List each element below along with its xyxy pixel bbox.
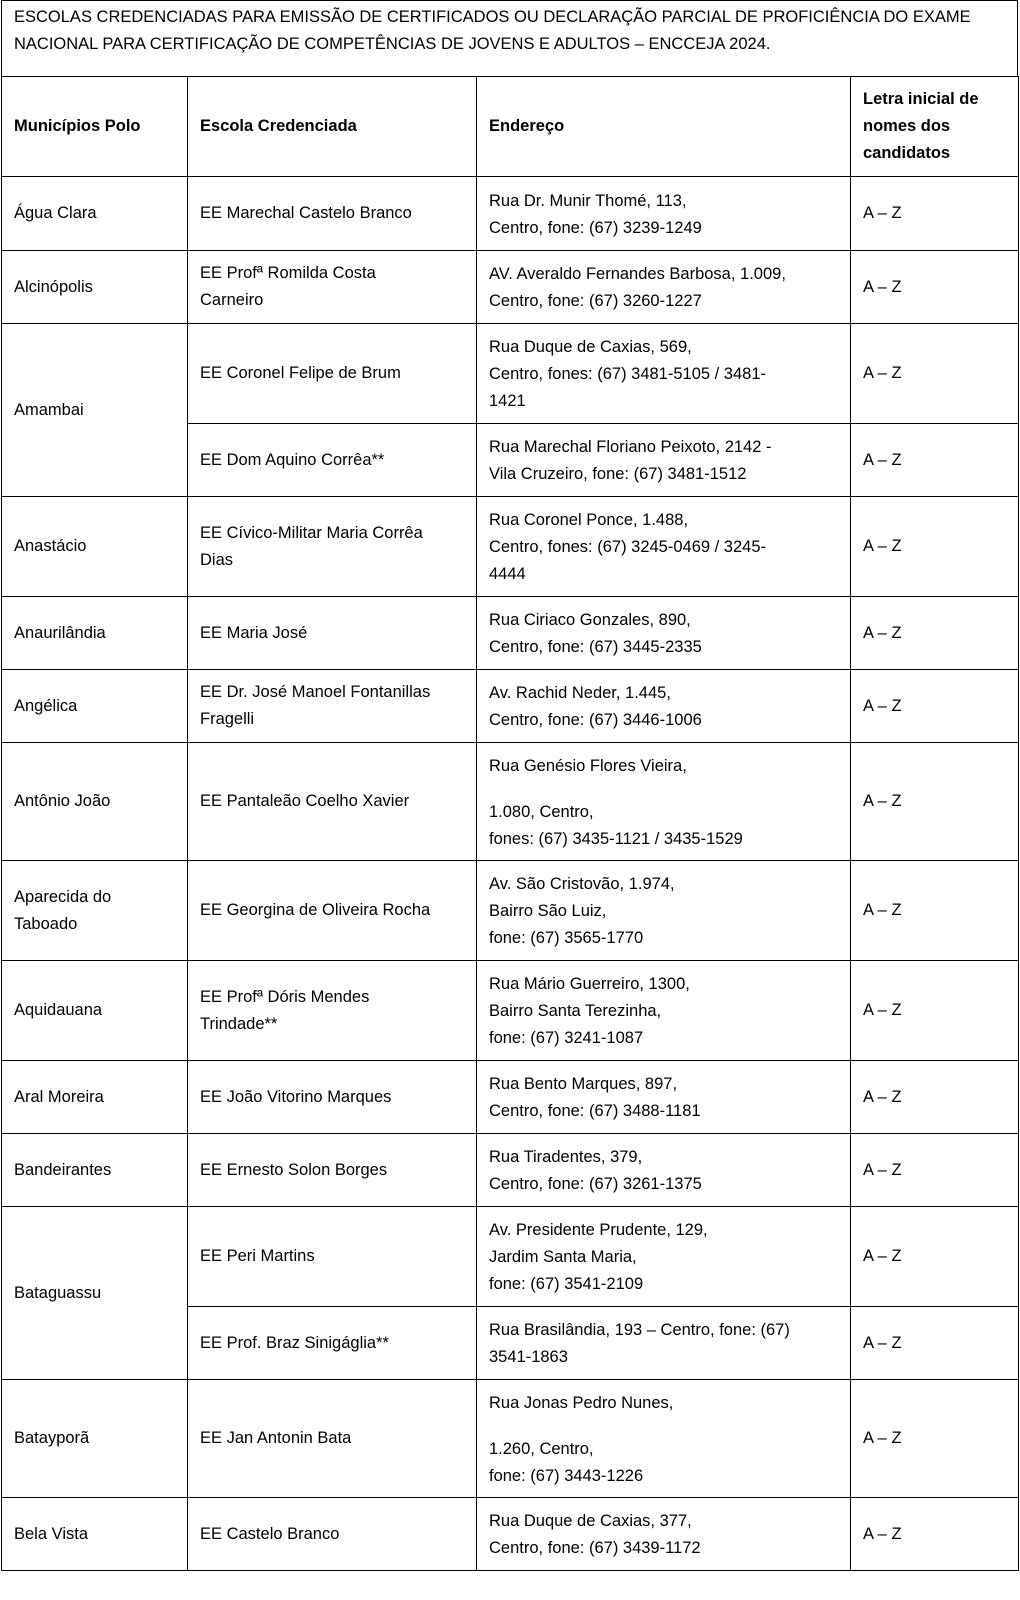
cell-endereco bbox=[477, 424, 851, 497]
cell-endereco-line: 1.080, Centro, bbox=[489, 802, 594, 821]
header-letra-line: candidatos bbox=[863, 144, 951, 162]
header-municipio: Municípios Polo bbox=[2, 77, 188, 177]
cell-endereco-line: Bairro Santa Terezinha, bbox=[489, 1002, 662, 1020]
cell-escola-line: EE Profª Dóris Mendes bbox=[200, 987, 370, 1006]
cell-endereco-line: fone: (67) 3241-1087 bbox=[489, 1029, 644, 1047]
table-row bbox=[2, 251, 1019, 324]
cell-escola bbox=[188, 1498, 477, 1571]
cell-endereco-line: AV. Averaldo Fernandes Barbosa, 1.009, bbox=[489, 265, 786, 283]
cell-escola-line: EE Ernesto Solon Borges bbox=[200, 1160, 388, 1179]
cell-endereco-line: 3541-1863 bbox=[489, 1348, 568, 1366]
cell-letra: A – Z bbox=[851, 1307, 1019, 1380]
cell-endereco-line: Rua Tiradentes, 379, bbox=[489, 1148, 643, 1166]
schools-table bbox=[1, 76, 1019, 1571]
cell-escola bbox=[188, 251, 477, 324]
cell-municipio-line: Aparecida do bbox=[14, 887, 112, 906]
cell-municipio-line: Amambai bbox=[14, 400, 84, 419]
cell-endereco-line: Rua Genésio Flores Vieira, bbox=[489, 756, 687, 775]
cell-endereco-line: Centro, fone: (67) 3439-1172 bbox=[489, 1539, 701, 1557]
cell-escola-line: EE Pantaleão Coelho Xavier bbox=[200, 792, 410, 810]
cell-endereco-line: fone: (67) 3541-2109 bbox=[489, 1275, 644, 1293]
cell-escola bbox=[188, 961, 477, 1061]
cell-endereco bbox=[477, 1207, 851, 1307]
cell-municipio bbox=[2, 670, 188, 743]
cell-endereco-line: Rua Duque de Caxias, 569, bbox=[489, 338, 692, 356]
cell-letra: A – Z bbox=[851, 1207, 1019, 1307]
table-row bbox=[2, 324, 1019, 424]
cell-escola bbox=[188, 424, 477, 497]
cell-municipio bbox=[2, 251, 188, 324]
cell-escola bbox=[188, 1380, 477, 1498]
cell-municipio-line: Alcinópolis bbox=[14, 277, 93, 296]
cell-endereco-line: Rua Marechal Floriano Peixoto, 2142 - bbox=[489, 438, 772, 456]
cell-municipio-line: Bataguassu bbox=[14, 1283, 102, 1302]
cell-escola-line: Fragelli bbox=[200, 710, 255, 728]
cell-endereco-line: Bairro São Luiz, bbox=[489, 902, 607, 920]
cell-letra: A – Z bbox=[851, 424, 1019, 497]
cell-municipio-line: Água Clara bbox=[14, 204, 97, 222]
cell-endereco bbox=[477, 324, 851, 424]
cell-municipio-line: Bandeirantes bbox=[14, 1160, 112, 1179]
cell-municipio-line: Bela Vista bbox=[14, 1524, 88, 1543]
table-row bbox=[2, 597, 1019, 670]
cell-municipio bbox=[2, 177, 188, 251]
cell-escola bbox=[188, 497, 477, 597]
cell-municipio bbox=[2, 1134, 188, 1207]
cell-municipio bbox=[2, 861, 188, 961]
cell-letra: A – Z bbox=[851, 251, 1019, 324]
table-row bbox=[2, 961, 1019, 1061]
cell-endereco bbox=[477, 597, 851, 670]
cell-endereco-line: 1421 bbox=[489, 392, 526, 410]
cell-endereco bbox=[477, 743, 851, 861]
cell-letra: A – Z bbox=[851, 597, 1019, 670]
cell-municipio bbox=[2, 1380, 188, 1498]
cell-municipio-line: Antônio João bbox=[14, 792, 111, 810]
cell-municipio-line: Angélica bbox=[14, 696, 78, 715]
cell-letra: A – Z bbox=[851, 1380, 1019, 1498]
cell-escola-line: EE Peri Martins bbox=[200, 1247, 315, 1265]
cell-letra: A – Z bbox=[851, 1134, 1019, 1207]
cell-municipio bbox=[2, 597, 188, 670]
document-title: ESCOLAS CREDENCIADAS PARA EMISSÃO DE CERTIFICADOS OU DECLARAÇÃO PARCIAL DE PROFICIÊNCIA DO EXAME NACIONAL PARA CERTIFICAÇÃO DE COMPETÊNCIAS DE JOVENS E ADULTOS – ENCCEJA 2024. bbox=[1, 0, 1018, 76]
cell-escola-line: EE Marechal Castelo Branco bbox=[200, 204, 412, 222]
table-row bbox=[2, 177, 1019, 251]
cell-letra: A – Z bbox=[851, 1498, 1019, 1571]
cell-endereco-line: Rua Jonas Pedro Nunes, bbox=[489, 1393, 674, 1412]
cell-letra: A – Z bbox=[851, 961, 1019, 1061]
cell-escola-line: Trindade** bbox=[200, 1014, 278, 1033]
cell-endereco-line bbox=[489, 1417, 838, 1436]
table-body bbox=[2, 177, 1019, 1571]
cell-municipio bbox=[2, 324, 188, 497]
document bbox=[1, 0, 1018, 1571]
cell-letra: A – Z bbox=[851, 324, 1019, 424]
cell-escola bbox=[188, 861, 477, 961]
cell-escola-line: EE Profª Romilda Costa bbox=[200, 264, 376, 282]
cell-endereco-line: Rua Bento Marques, 897, bbox=[489, 1075, 678, 1093]
cell-escola-line: EE Jan Antonin Bata bbox=[200, 1429, 352, 1447]
cell-endereco-line: Centro, fones: (67) 3481-5105 / 3481- bbox=[489, 365, 767, 383]
cell-escola bbox=[188, 597, 477, 670]
header-letra-line: nomes dos bbox=[863, 117, 951, 135]
cell-endereco-line: Rua Duque de Caxias, 377, bbox=[489, 1512, 692, 1530]
cell-endereco-line: Av. Rachid Neder, 1.445, bbox=[489, 684, 671, 702]
cell-municipio bbox=[2, 1498, 188, 1571]
table-row bbox=[2, 1207, 1019, 1307]
cell-escola bbox=[188, 1207, 477, 1307]
cell-municipio bbox=[2, 497, 188, 597]
cell-escola-line: Carneiro bbox=[200, 291, 264, 309]
cell-escola-line: EE Dom Aquino Corrêa** bbox=[200, 450, 385, 469]
cell-escola-line: EE Castelo Branco bbox=[200, 1524, 340, 1543]
cell-endereco-line: fone: (67) 3443-1226 bbox=[489, 1466, 644, 1485]
cell-endereco bbox=[477, 251, 851, 324]
cell-endereco bbox=[477, 1061, 851, 1134]
cell-escola-line: EE Georgina de Oliveira Rocha bbox=[200, 901, 431, 919]
cell-endereco-line: Rua Brasilândia, 193 – Centro, fone: (67) bbox=[489, 1321, 790, 1339]
cell-endereco-line: fone: (67) 3565-1770 bbox=[489, 929, 644, 947]
cell-letra: A – Z bbox=[851, 497, 1019, 597]
cell-endereco bbox=[477, 961, 851, 1061]
cell-letra: A – Z bbox=[851, 861, 1019, 961]
cell-endereco-line: Centro, fone: (67) 3260-1227 bbox=[489, 292, 702, 310]
cell-municipio-line: Aquidauana bbox=[14, 1001, 103, 1019]
cell-endereco bbox=[477, 861, 851, 961]
cell-escola-line: EE Coronel Felipe de Brum bbox=[200, 364, 401, 382]
cell-endereco-line: fones: (67) 3435-1121 / 3435-1529 bbox=[489, 829, 743, 848]
cell-endereco-line: 1.260, Centro, bbox=[489, 1439, 594, 1458]
table-row bbox=[2, 861, 1019, 961]
header-letra-line: Letra inicial de bbox=[863, 90, 979, 108]
header-escola: Escola Credenciada bbox=[188, 77, 477, 177]
table-row bbox=[2, 670, 1019, 743]
header-letra bbox=[851, 77, 1019, 177]
cell-escola bbox=[188, 1307, 477, 1380]
cell-endereco-line: Centro, fones: (67) 3245-0469 / 3245- bbox=[489, 538, 767, 556]
cell-escola bbox=[188, 670, 477, 743]
table-row bbox=[2, 1061, 1019, 1134]
cell-endereco bbox=[477, 497, 851, 597]
table-row bbox=[2, 497, 1019, 597]
cell-endereco bbox=[477, 177, 851, 251]
cell-endereco-line: Centro, fone: (67) 3239-1249 bbox=[489, 218, 702, 237]
cell-municipio-line: Taboado bbox=[14, 914, 78, 933]
cell-endereco bbox=[477, 670, 851, 743]
cell-letra: A – Z bbox=[851, 1061, 1019, 1134]
cell-endereco bbox=[477, 1380, 851, 1498]
cell-escola bbox=[188, 743, 477, 861]
cell-endereco-line: Vila Cruzeiro, fone: (67) 3481-1512 bbox=[489, 465, 747, 483]
cell-endereco-line: Rua Ciriaco Gonzales, 890, bbox=[489, 611, 691, 629]
header-endereco: Endereço bbox=[477, 77, 851, 177]
cell-endereco-line: Centro, fone: (67) 3488-1181 bbox=[489, 1102, 701, 1120]
cell-endereco-line: Centro, fone: (67) 3445-2335 bbox=[489, 638, 702, 656]
cell-endereco-line: Av. São Cristovão, 1.974, bbox=[489, 875, 675, 893]
cell-endereco-line bbox=[489, 780, 838, 799]
table-row bbox=[2, 1498, 1019, 1571]
cell-endereco-line: Rua Mário Guerreiro, 1300, bbox=[489, 975, 690, 993]
cell-municipio-line: Batayporã bbox=[14, 1429, 90, 1447]
cell-escola-line: EE Prof. Braz Sinigáglia** bbox=[200, 1333, 389, 1352]
cell-municipio-line: Anaurilândia bbox=[14, 623, 106, 642]
cell-endereco-line: Av. Presidente Prudente, 129, bbox=[489, 1221, 708, 1239]
cell-endereco bbox=[477, 1498, 851, 1571]
cell-municipio bbox=[2, 1061, 188, 1134]
cell-municipio-line: Aral Moreira bbox=[14, 1087, 104, 1106]
cell-letra: A – Z bbox=[851, 177, 1019, 251]
cell-endereco-line: Rua Coronel Ponce, 1.488, bbox=[489, 511, 689, 529]
table-row bbox=[2, 743, 1019, 861]
cell-endereco-line: 4444 bbox=[489, 565, 526, 583]
cell-escola-line: EE Dr. José Manoel Fontanillas bbox=[200, 683, 431, 701]
cell-municipio bbox=[2, 743, 188, 861]
table-row bbox=[2, 1134, 1019, 1207]
cell-endereco-line: Centro, fone: (67) 3261-1375 bbox=[489, 1175, 702, 1193]
cell-escola bbox=[188, 324, 477, 424]
cell-endereco bbox=[477, 1307, 851, 1380]
table-header-row bbox=[2, 77, 1019, 177]
cell-municipio-line: Anastácio bbox=[14, 537, 87, 555]
table-row bbox=[2, 1380, 1019, 1498]
cell-escola bbox=[188, 1134, 477, 1207]
cell-endereco bbox=[477, 1134, 851, 1207]
cell-escola-line: EE Cívico-Militar Maria Corrêa bbox=[200, 523, 423, 542]
cell-municipio bbox=[2, 1207, 188, 1380]
cell-endereco-line: Centro, fone: (67) 3446-1006 bbox=[489, 711, 702, 729]
cell-endereco-line: Rua Dr. Munir Thomé, 113, bbox=[489, 191, 687, 210]
cell-escola-line: EE João Vitorino Marques bbox=[200, 1087, 392, 1106]
cell-letra: A – Z bbox=[851, 743, 1019, 861]
cell-letra: A – Z bbox=[851, 670, 1019, 743]
cell-escola bbox=[188, 1061, 477, 1134]
cell-escola bbox=[188, 177, 477, 251]
cell-municipio bbox=[2, 961, 188, 1061]
cell-escola-line: Dias bbox=[200, 550, 234, 569]
cell-endereco-line: Jardim Santa Maria, bbox=[489, 1248, 637, 1266]
cell-escola-line: EE Maria José bbox=[200, 623, 308, 642]
